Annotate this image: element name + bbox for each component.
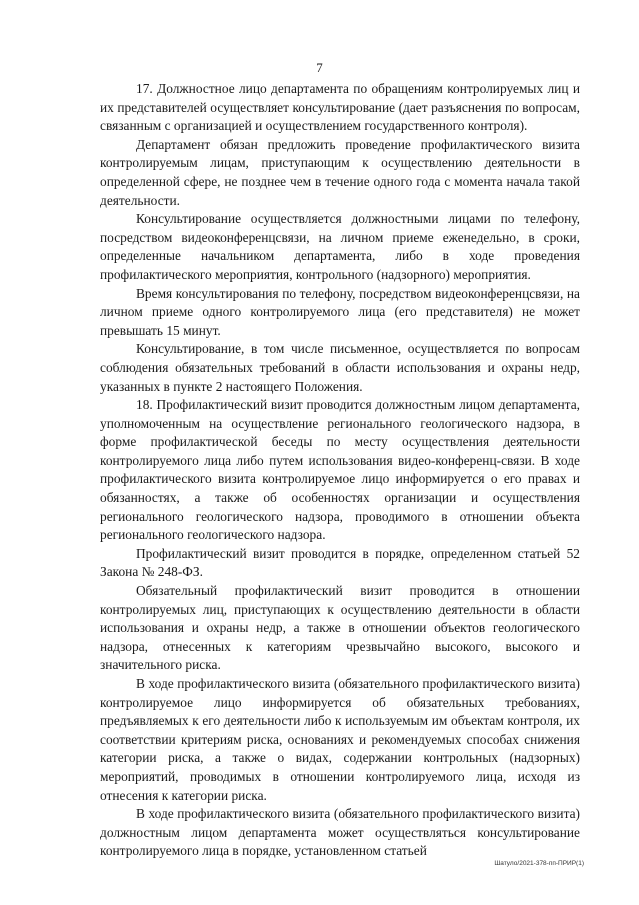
paragraph-8: Обязательный профилактический визит проводится в отношении контролируемых лиц, приступающих к осуществлению деятельности в области использования и охраны недр, а также в отношении объектов геологического надзора, отнесенных к категориям чрезвычайно высокого, высокого и значительного риска. <box>100 583 580 673</box>
document-footer-code: Шатуло/2021-378-пп-ПРИР(1) <box>494 860 584 867</box>
paragraph-9: В ходе профилактического визита (обязательного профилактического визита) контролируемое лицо информируется об обязательных требованиях, предъявляемых к его деятельности либо к используемым им объектам контроля, их соответствии критериям риска, основаниях и рекомендуемых способах снижения категории риска, а также о видах, содержании контрольных (надзорных) мероприятий, проводимых в отношении контролируемого лица, исходя из отнесения к категории риска. <box>100 676 580 803</box>
document-body <box>100 80 580 861</box>
paragraph-2: Департамент обязан предложить проведение профилактического визита контролируемым лицам, приступающим к осуществлению деятельности в определенной сфере, не позднее чем в течение одного года с момента начала такой деятельности. <box>100 136 580 208</box>
paragraph-4: Время консультирования по телефону, посредством видеоконференцсвязи, на личном приеме одного контролируемого лица (его представителя) не может превышать 15 минут. <box>100 285 580 338</box>
paragraph-7: Профилактический визит проводится в порядке, определенном статьей 52 Закона № 248-ФЗ. <box>100 545 580 580</box>
paragraph-3: Консультирование осуществляется должностными лицами по телефону, посредством видеоконференцсвязи, на личном приеме еженедельно, в сроки, определенные начальником департамента, либо в ходе проведения профилактического мероприятия, контрольного (надзорного) мероприятия. <box>100 211 580 282</box>
paragraph-10: В ходе профилактического визита (обязательного профилактического визита) должностным лицом департамента может осуществляться консультирование контролируемого лица в порядке, установленном статьей <box>100 806 580 859</box>
paragraph-1: 17. Должностное лицо департамента по обращениям контролируемых лиц и их представителей осуществляет консультирование (дает разъяснения по вопросам, связанным с организацией и осуществлением государственного контроля). <box>100 81 580 134</box>
paragraph-5: Консультирование, в том числе письменное, осуществляется по вопросам соблюдения обязательных требований в области использования и охраны недр, указанных в пункте 2 настоящего Положения. <box>100 341 580 394</box>
page-number: 7 <box>316 60 323 75</box>
paragraph-6: 18. Профилактический визит проводится должностным лицом департамента, уполномоченным на осуществление регионального геологического надзора, в форме профилактической беседы по месту осуществления деятельности контролируемого лица либо путем использования видео-конференц-связи. В ходе профилактического визита контролируемое лицо информируется о его правах и обязанностях, а также об особенностях организации и осуществления регионального геологического надзора, проводимого в отношении объекта регионального геологического надзора. <box>100 397 580 543</box>
